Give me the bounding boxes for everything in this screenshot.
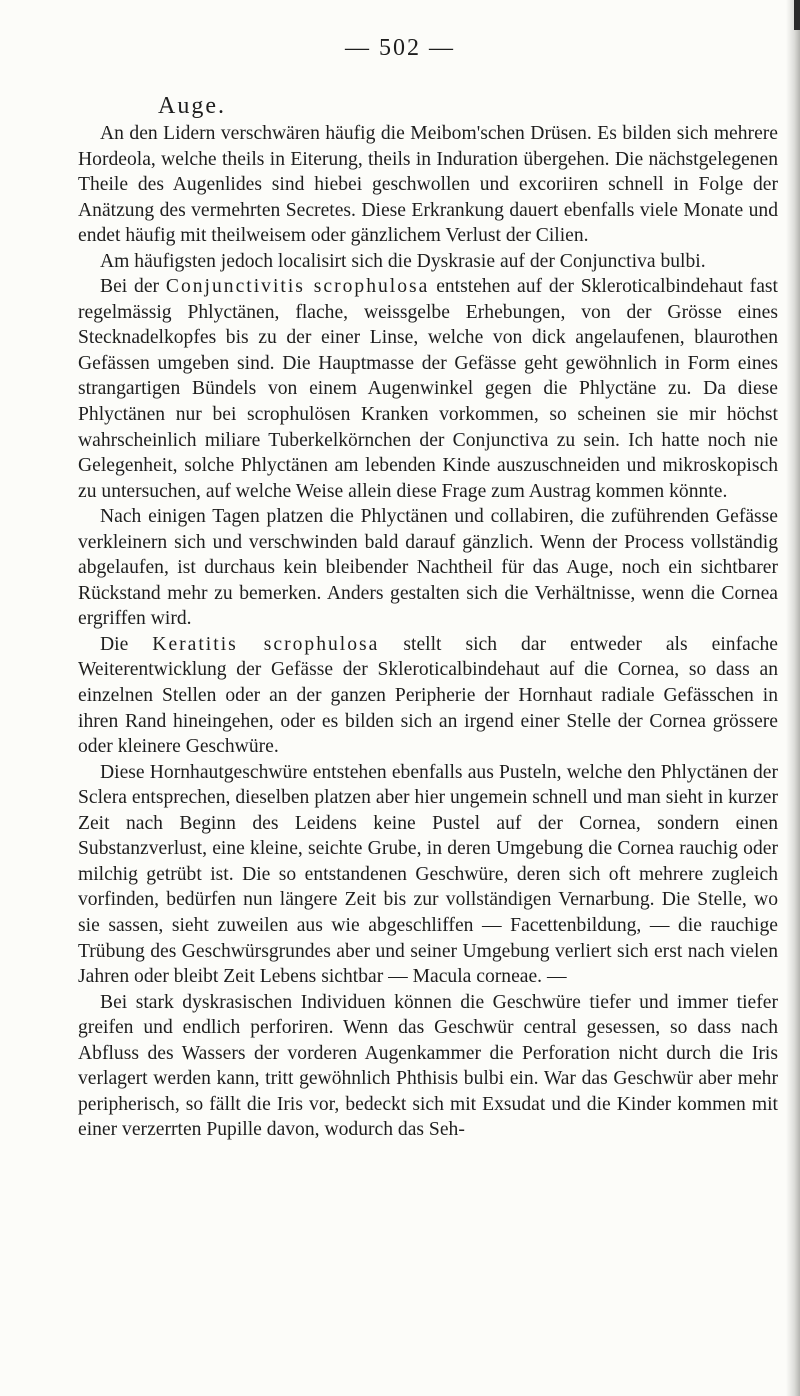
paragraph-2 <box>78 249 778 275</box>
paragraph-lead: Die <box>100 633 153 655</box>
body-text <box>78 92 778 1143</box>
paragraph-5 <box>78 632 778 760</box>
paragraph-text: Bei stark dyskrasischen Individuen können die Geschwüre tiefer und immer tiefer greifen und endlich perforiren. Wenn das Geschwür central gesessen, so dass nach Abfluss des Wassers der vorderen Augenkammer die Perforation nicht durch die Iris verlagert werden kann, tritt gewöhnlich Phthisis bulbi ein. War das Geschwür aber mehr peripherisch, so fällt die Iris vor, bedeckt sich mit Exsudat und die Kinder kommen mit einer verzerrten Pupille davon, wodurch das Seh- <box>78 991 778 1141</box>
paragraph-3 <box>78 274 778 504</box>
paragraph-text: entstehen auf der Skleroticalbindehaut fast regelmässig Phlyctänen, flache, weissgelbe Erhebungen, von der Grösse eines Stecknadelkopfes bis zu der einer Linse, welche von dick angelaufenen, blaurothen Gefässen umgeben sind. Die Hauptmasse der Gefässe geht gewöhnlich in Form eines strangartigen Bündels von einem Augenwinkel gegen die Phlyctäne zu. Da diese Phlyctänen nur bei scrophulösen Kranken vorkommen, so scheinen sie mir höchst wahrscheinlich miliare Tuberkelkörnchen der Conjunctiva zu sein. Ich hatte noch nie Gelegenheit, solche Phlyctänen am lebenden Kinde auszuschneiden und mikroskopisch zu untersuchen, auf welche Weise allein diese Frage zum Austrag kommen könnte. <box>78 276 778 502</box>
page-edge-shadow <box>786 0 800 1396</box>
page-corner-mark <box>794 0 800 30</box>
paragraph-4 <box>78 504 778 632</box>
paragraph-text: An den Lidern verschwären häufig die Meibom'schen Drüsen. Es bilden sich mehrere Hordeola, welche theils in Eiterung, theils in Induration übergehen. Die nächstgelegenen Theile des Augenlides sind hiebei geschwollen und excoriiren schnell in Folge der Anätzung des vermehrten Secretes. Diese Erkrankung dauert ebenfalls viele Monate und endet häufig mit theilweisem oder gänzlichem Verlust der Cilien. <box>78 123 778 247</box>
paragraph-6 <box>78 760 778 990</box>
paragraph-text: Am häufigsten jedoch localisirt sich die Dyskrasie auf der Conjunctiva bulbi. <box>100 250 706 272</box>
paragraph-text: stellt sich dar entweder als einfache Weiterentwicklung der Gefässe der Skleroticalbindehaut auf die Cornea, so dass an einzelnen Stellen oder an der ganzen Peripherie der Hornhaut radiale Gefässchen in ihren Rand hineingehen, oder es bilden sich an irgend einer Stelle der Cornea grössere oder kleinere Geschwüre. <box>78 633 778 758</box>
term-conjunctivitis-scrophulosa: Conjunctivitis scrophulosa <box>165 276 430 298</box>
paragraph-text: Nach einigen Tagen platzen die Phlyctänen und collabiren, die zuführenden Gefässe verkleinern sich und verschwinden bald darauf gänzlich. Wenn der Process vollständig abgelaufen, ist durchaus kein bleibender Nachtheil für das Auge, noch ein sichtbarer Rückstand mehr zu bemerken. Anders gestalten sich die Verhältnisse, wenn die Cornea ergriffen wird. <box>78 506 778 630</box>
section-heading: Auge. <box>158 93 226 119</box>
paragraph-lead: Bei der <box>100 276 166 298</box>
paragraph-text: Diese Hornhautgeschwüre entstehen ebenfalls aus Pusteln, welche den Phlyctänen der Sclera entsprechen, dieselben platzen aber hier ungemein schnell und man sieht in kurzer Zeit nach Beginn des Leidens keine Pustel auf der Cornea, sondern einen Substanzverlust, eine kleine, seichte Grube, in deren Umgebung die Cornea rauchig oder milchig getrübt ist. Die so entstandenen Geschwüre, deren sich oft mehrere zugleich vorfinden, bedürfen nun längere Zeit bis zur vollständigen Vernarbung. Die Stelle, wo sie sassen, sieht zuweilen aus wie abgeschliffen — Facettenbildung, — die rauchige Trübung des Geschwürsgrundes aber und seiner Umgebung verliert sich erst nach vielen Jahren oder bleibt Zeit Lebens sichtbar — Macula corneae. — <box>78 761 778 988</box>
paragraph-1 <box>78 121 778 249</box>
term-keratitis-scrophulosa: Keratitis scrophulosa <box>152 633 380 655</box>
paragraph-7 <box>78 990 778 1143</box>
page-number: — 502 — <box>345 35 455 61</box>
